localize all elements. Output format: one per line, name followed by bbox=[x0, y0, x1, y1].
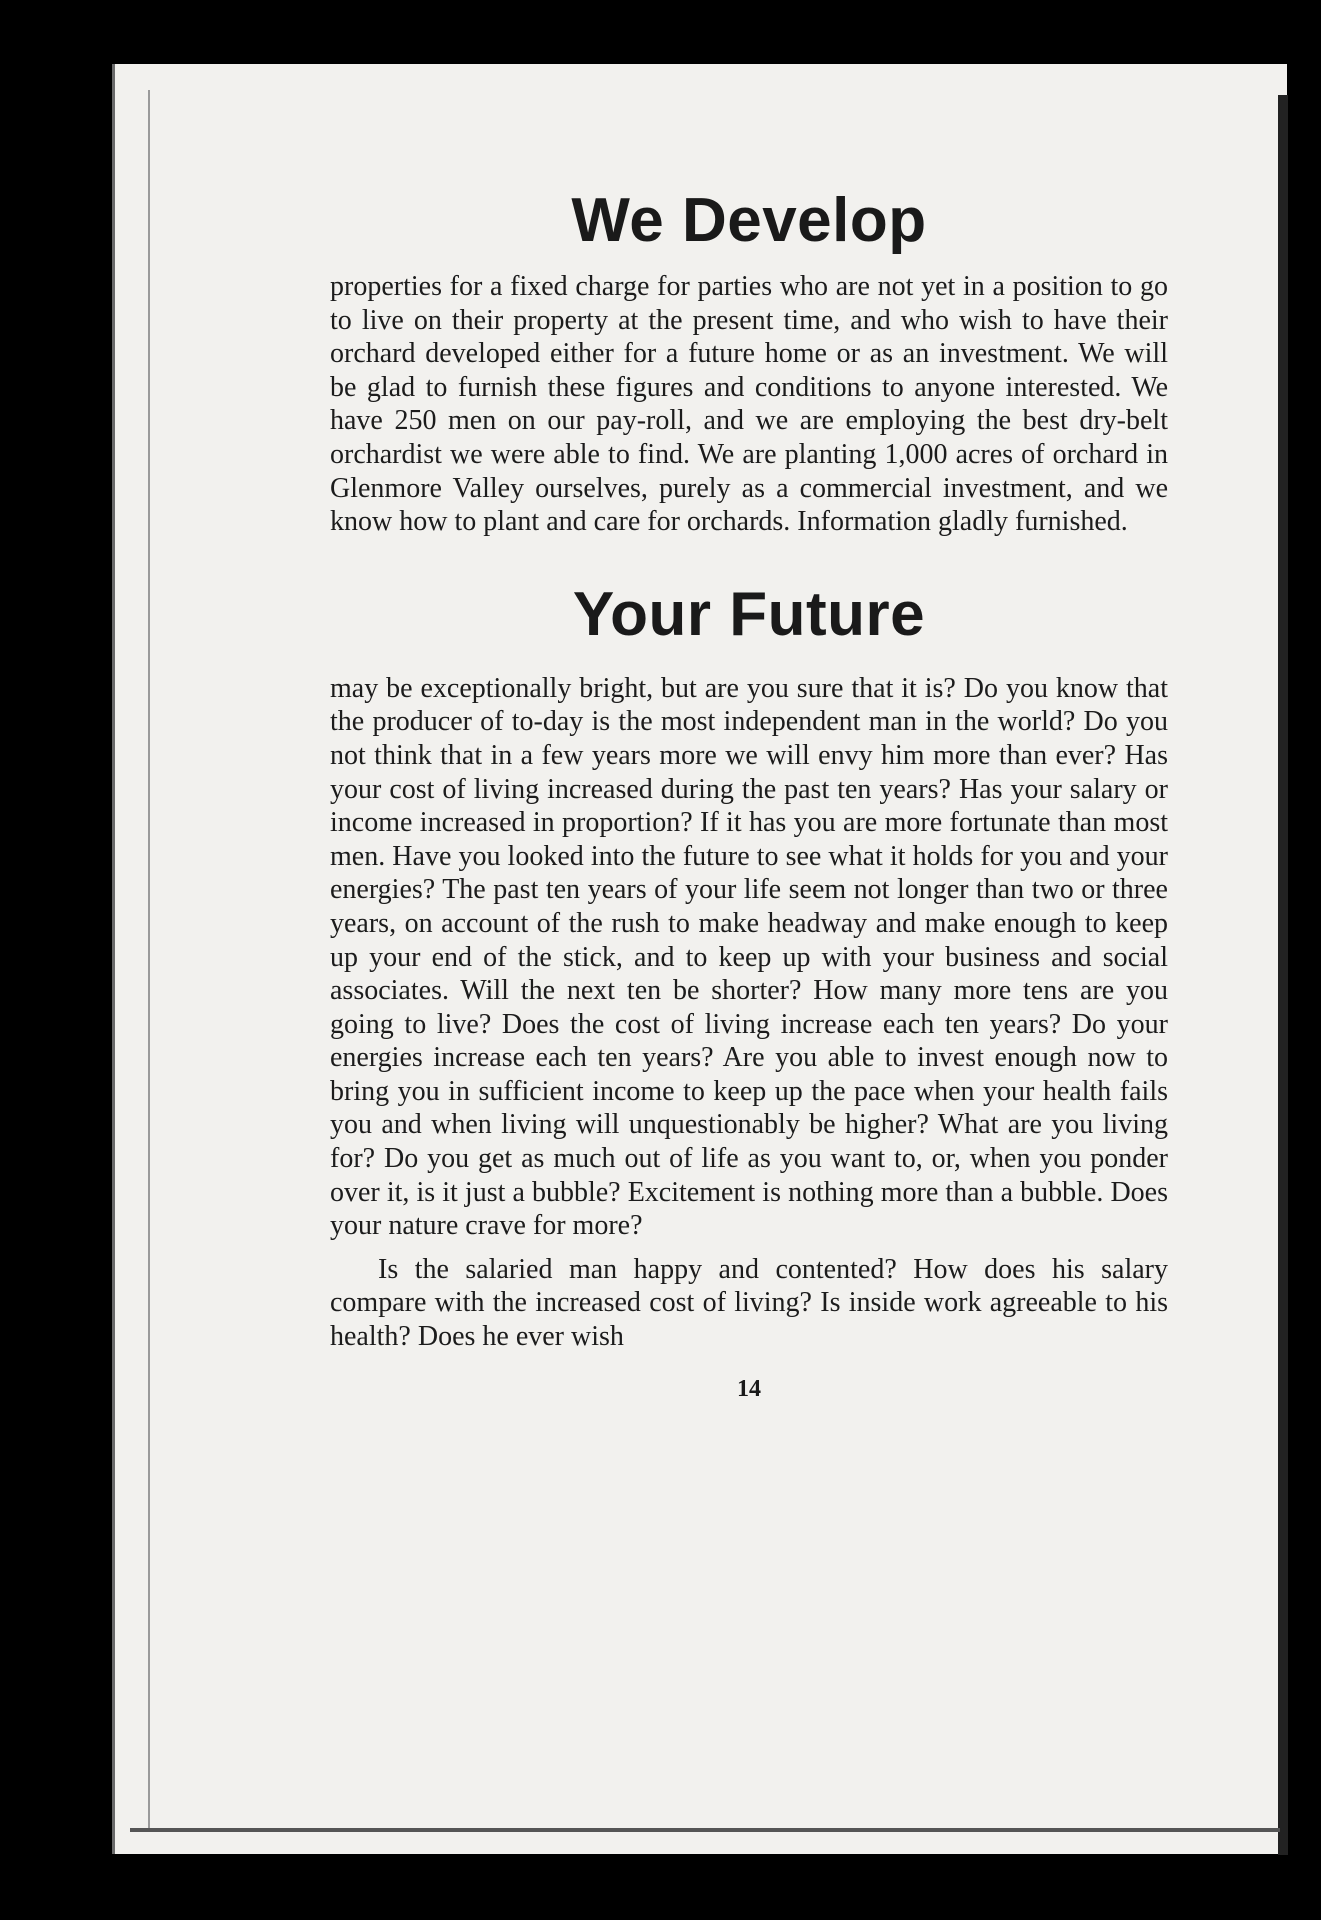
paragraph-we-develop: properties for a fixed charge for parties who are not yet in a position to go to live on their property at the present time, and who wish to have their orchard developed either for a future home or as an investment. We will be glad to furnish these figures and conditions to anyone interested. We have 250 men on our pay-roll, and we are employing the best dry-belt orchardist we were able to find. We are planting 1,000 acres of orchard in Glenmore Valley ourselves, purely as a commercial investment, and we know how to plant and care for orchards. Information gladly furnished. bbox=[330, 271, 1168, 538]
paragraph-your-future-1: may be exceptionally bright, but are you sure that it is? Do you know that the producer of to-day is the most independent man in the world? Do you not think that in a few years more we will envy him more than ever? Has your cost of living increased during the past ten years? Has your salary or income increased in proportion? If it has you are more fortunate than most men. Have you looked into the future to see what it holds for you and your energies? The past ten years of your life seem not longer than two or three years, on account of the rush to make headway and make enough to keep up your end of the stick, and to keep up with your business and social associates. Will the next ten be shorter? How many more tens are you going to live? Does the cost of living increase each ten years? Do your energies increase each ten years? Are you able to invest enough now to bring you in sufficient income to keep up the pace when your health fails you and when living will unquestionably be higher? What are you living for? Do you get as much out of life as you want to, or, when you ponder over it, is it just a bubble? Excitement is nothing more than a bubble. Does your nature crave for more? bbox=[330, 672, 1168, 1242]
page-right-edge bbox=[1278, 95, 1288, 1855]
page-content bbox=[330, 185, 1168, 1403]
heading-we-develop: We Develop bbox=[571, 186, 927, 255]
paragraph-your-future-2: Is the salaried man happy and contented? How does his salary compare with the increased cost of living? Is inside work agreeable to his health? Does he ever wish bbox=[330, 1253, 1168, 1353]
heading-your-future: Your Future bbox=[572, 579, 926, 649]
page-bottom-edge bbox=[130, 1828, 1280, 1832]
page-gutter bbox=[148, 90, 150, 1830]
page-number: 14 bbox=[737, 1375, 761, 1402]
